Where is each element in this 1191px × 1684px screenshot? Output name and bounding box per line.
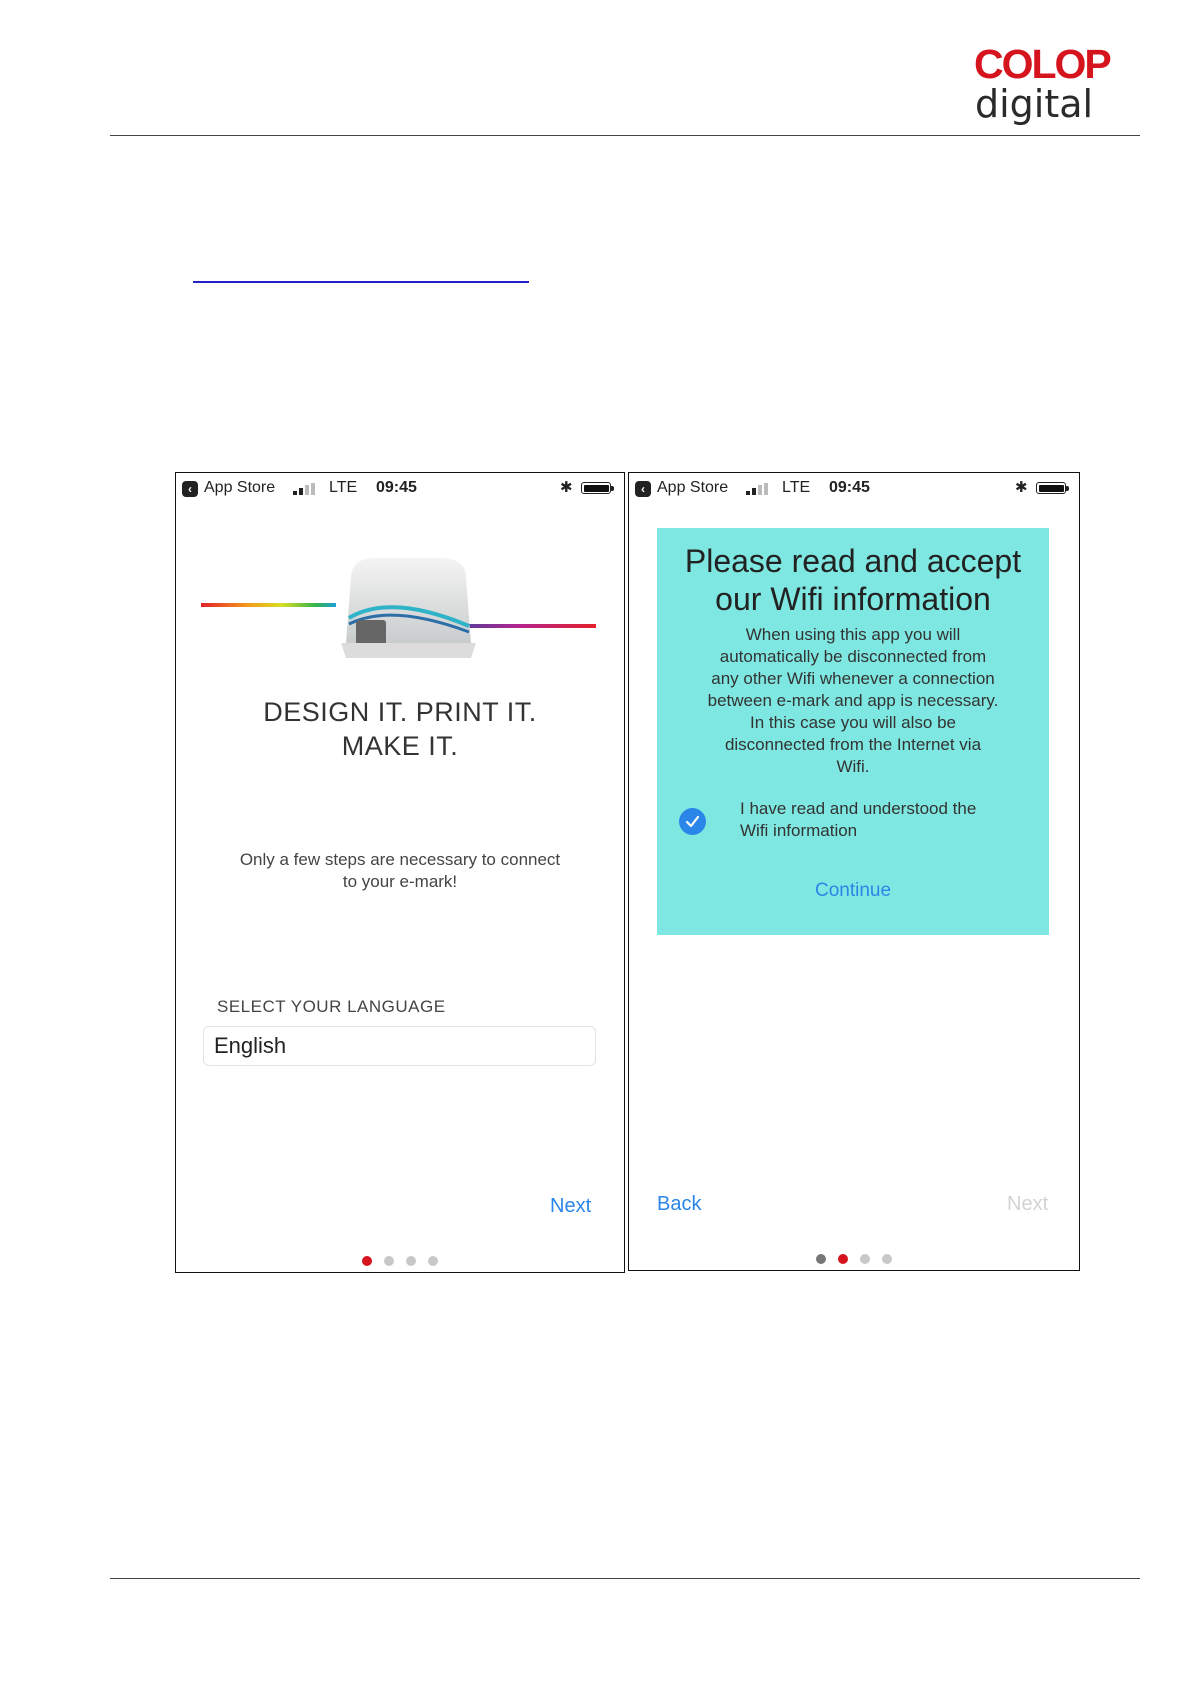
- next-button-disabled[interactable]: Next: [1007, 1193, 1049, 1215]
- wifi-info-line: In this case you will also be: [750, 713, 956, 732]
- rainbow-line-right: [466, 624, 596, 628]
- logo-brand: COLOP: [974, 41, 1110, 87]
- clock: 09:45: [829, 479, 870, 496]
- back-to-app-store[interactable]: App Store: [657, 479, 729, 496]
- cell-signal-icon: [293, 483, 319, 495]
- back-button[interactable]: Back: [657, 1193, 702, 1215]
- network-type: LTE: [782, 479, 811, 496]
- wifi-info-line: When using this app you will: [745, 625, 961, 644]
- page-dot-3: [406, 1256, 416, 1266]
- bluetooth-icon: ✱: [1015, 479, 1028, 496]
- page-dot-1: [816, 1254, 826, 1264]
- network-type: LTE: [329, 479, 358, 496]
- slogan-line-1: DESIGN IT. PRINT IT.: [263, 697, 537, 727]
- logo-product: digital: [975, 82, 1094, 126]
- page-dot-2: [384, 1256, 394, 1266]
- wifi-info-line: automatically be disconnected from: [719, 647, 987, 666]
- language-select[interactable]: English: [203, 1026, 596, 1066]
- e-mark-printer-illustration: [201, 558, 601, 673]
- wifi-info-line: any other Wifi whenever a connection: [711, 669, 995, 688]
- back-to-app-store[interactable]: App Store: [204, 479, 276, 496]
- header-rule: [110, 135, 1140, 136]
- phone-screen-wifi-info: [628, 472, 1080, 1271]
- wifi-title-line-1: Please read and accept: [684, 543, 1022, 579]
- intro-line-2: to your e-mark!: [342, 872, 458, 891]
- wifi-info-card: [657, 528, 1049, 935]
- cell-signal-icon: [746, 483, 772, 495]
- bluetooth-icon: ✱: [560, 479, 573, 496]
- page-dot-4: [882, 1254, 892, 1264]
- slogan-line-2: MAKE IT.: [341, 731, 459, 761]
- intro-line-1: Only a few steps are necessary to connect: [239, 850, 561, 869]
- accept-checkbox[interactable]: [679, 808, 706, 835]
- language-label: SELECT YOUR LANGUAGE: [217, 997, 446, 1016]
- battery-icon: [581, 482, 611, 494]
- battery-tip: [1066, 486, 1069, 491]
- next-button[interactable]: Next: [550, 1195, 592, 1217]
- page-indicator: [176, 1253, 624, 1265]
- continue-button[interactable]: Continue: [814, 880, 892, 901]
- status-bar: [629, 473, 1079, 503]
- footer-rule: [110, 1578, 1140, 1579]
- battery-tip: [611, 486, 614, 491]
- wifi-title-line-2: our Wifi information: [715, 581, 991, 617]
- wifi-info-text: [667, 624, 1039, 778]
- wifi-info-line: between e-mark and app is necessary.: [707, 691, 999, 710]
- page-dot-2: [838, 1254, 848, 1264]
- checkmark-icon: [679, 808, 706, 835]
- wifi-info-line: disconnected from the Internet via: [724, 735, 982, 754]
- page-dot-3: [860, 1254, 870, 1264]
- battery-icon: [1036, 482, 1066, 494]
- page-indicator: [629, 1251, 1079, 1263]
- status-bar: [176, 473, 624, 503]
- accept-checkbox-label: I have read and understood the Wifi information: [740, 799, 977, 840]
- colop-digital-logo: [974, 41, 1110, 132]
- page-dot-1: [362, 1256, 372, 1266]
- back-arrow-icon[interactable]: ‹: [635, 481, 651, 497]
- wifi-info-line: Wifi.: [836, 757, 870, 776]
- phone-screen-welcome: [175, 472, 625, 1273]
- rainbow-line-left: [201, 603, 336, 607]
- clock: 09:45: [376, 479, 417, 496]
- back-arrow-icon[interactable]: ‹: [182, 481, 198, 497]
- hyperlink-underline[interactable]: [193, 281, 529, 283]
- page-dot-4: [428, 1256, 438, 1266]
